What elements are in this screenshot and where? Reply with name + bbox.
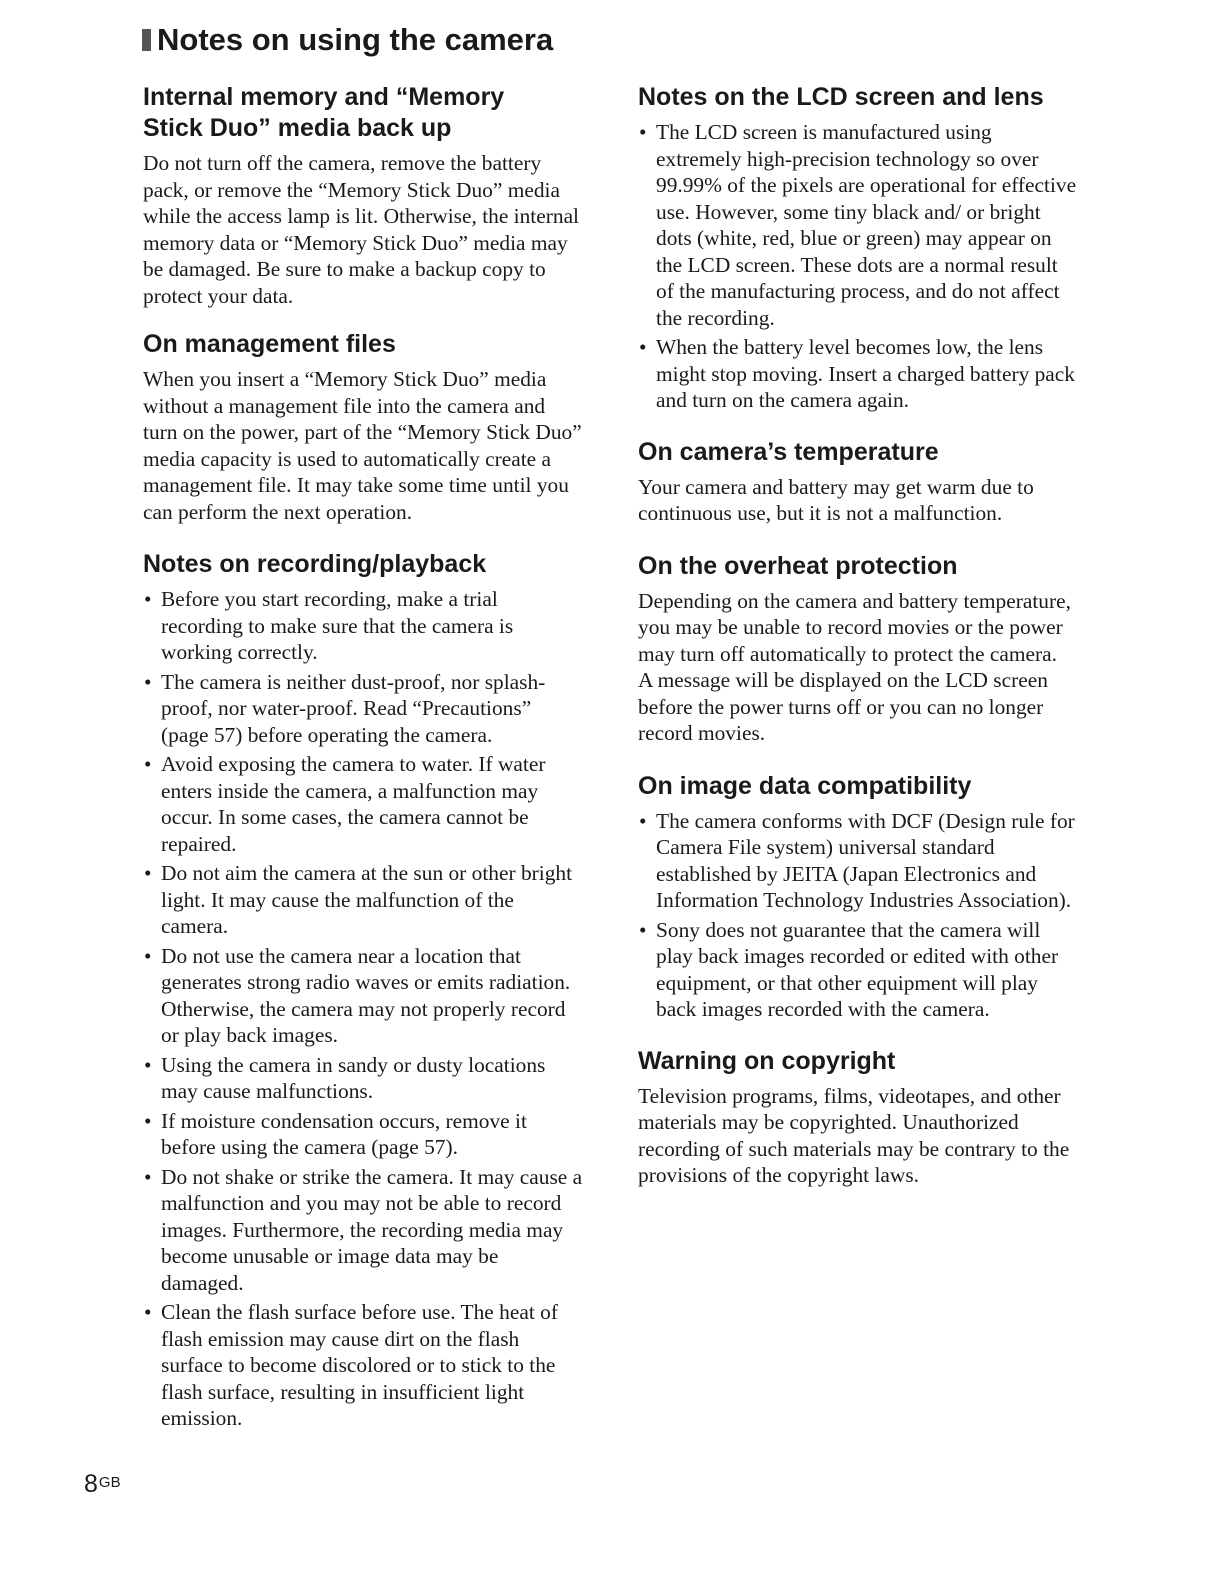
section-heading: On image data compatibility [638,771,972,800]
section-body: Television programs, films, videotapes, and other materials may be copyrighted. Unauthorized recording of such materials may be contrary to the provisions of the copyright laws. [638,1083,1070,1187]
section-body: When you insert a “Memory Stick Duo” media without a management file into the camera and turn on the power, part of the “Memory Stick Duo” media capacity is used to automatically create a management file. It may take some time until you can perform the next operation. [143,367,582,524]
heading-line-2: Stick Duo” media back up [143,114,452,142]
bullet-icon: • [144,587,152,611]
section-overheat [638,551,1078,747]
page-number-value: 8 [84,1470,98,1498]
list-item: • Do not aim the camera at the sun or other bright light. It may cause the malfunction of the camera. [144,861,573,938]
list-item: • The camera conforms with DCF (Design rule for Camera File system) universal standard established by JEITA (Japan Electronics and Information Technology Industries Association). [639,808,1075,912]
right-column [638,82,1078,1189]
list-item: • If moisture condensation occurs, remove it before using the camera (page 57). [144,1108,527,1159]
list-item: • Avoid exposing the camera to water. If water enters inside the camera, a malfunction may occur. In some cases, the camera cannot be repaired. [144,752,546,856]
bullet-icon: • [144,1108,152,1133]
section-heading [143,82,583,144]
section-compatibility [638,771,1078,1023]
section-heading: On camera’s temperature [638,437,939,466]
heading-line-1: Internal memory and “Memory [143,83,505,111]
bullet-icon: • [144,943,152,968]
bullet-list [638,808,1078,1023]
list-item: • Do not shake or strike the camera. It may cause a malfunction and you may not be able to record images. Furthermore, the recording media may become unusable or image data may be damaged. [144,1164,583,1295]
section-heading: On management files [143,330,396,358]
bullet-list [638,119,1078,414]
section-management-files [143,329,583,525]
bullet-icon: • [639,120,647,144]
bullet-icon: • [639,335,647,359]
section-heading: Notes on recording/playback [143,550,487,578]
page-number-suffix: GB [98,1474,121,1491]
list-item: • Before you start recording, make a trial recording to make sure that the camera is working correctly. [144,587,514,664]
list-item: • The camera is neither dust-proof, nor splash-proof, nor water-proof. Read “Precautions” (page 57) before operating the camera. [144,669,546,747]
page-title-text: Notes on using the camera [157,22,554,57]
list-item: • Sony does not guarantee that the camera will play back images recorded or edited with other equipment, or that other equipment will play back images recorded with the camera. [639,917,1059,1021]
bullet-icon: • [144,861,152,885]
bullet-icon: • [144,1164,152,1189]
section-copyright [638,1046,1078,1189]
section-recording-playback [143,549,583,1432]
section-body: Do not turn off the camera, remove the battery pack, or remove the “Memory Stick Duo” media while the access lamp is lit. Otherwise, the internal memory data or “Memory Stick Duo” media may be damaged. Be sure to make a backup copy to protect your data. [143,151,580,308]
section-body: Your camera and battery may get warm due to continuous use, but it is not a malfunction. [638,474,1034,525]
section-body: Depending on the camera and battery temperature, you may be unable to record movies or the power may turn off automatically to protect the camera. [638,588,1071,666]
list-item: • When the battery level becomes low, the lens might stop moving. Insert a charged battery pack and turn on the camera again. [639,335,1075,412]
bullet-icon: • [144,1300,152,1324]
section-marker-icon [142,29,151,51]
page-title [142,20,553,60]
list-item: • Using the camera in sandy or dusty locations may cause malfunctions. [144,1052,546,1103]
list-item: • The LCD screen is manufactured using extremely high-precision technology so over 99.99% of the pixels are operational for effective use. However, some tiny black and/ or bright dots (white, red, blue or green) may appear on the LCD screen. These dots are a normal result of the manufacturing process, and do not affect the recording. [639,120,1077,330]
section-internal-memory [143,82,583,309]
section-temperature [638,437,1078,527]
bullet-icon: • [144,1052,152,1077]
page-number [84,1470,121,1499]
section-lcd-lens [638,82,1078,414]
section-heading: On the overheat protection [638,551,958,580]
list-item: • Do not use the camera near a location that generates strong radio waves or emits radiation. Otherwise, the camera may not properly record or play back images. [144,943,571,1047]
bullet-icon: • [639,917,647,942]
bullet-icon: • [144,752,152,776]
bullet-icon: • [639,808,647,833]
section-heading: Notes on the LCD screen and lens [638,83,1044,111]
bullet-list [143,586,583,1432]
list-item: • Clean the flash surface before use. The heat of flash emission may cause dirt on the flash surface to become discolored or to stick to the flash surface, resulting in insufficient light emission. [144,1300,558,1430]
bullet-icon: • [144,669,152,694]
left-column [143,82,583,1435]
section-heading: Warning on copyright [638,1046,896,1075]
section-body: A message will be displayed on the LCD screen before the power turns off or you can no longer record movies. [638,668,1048,745]
